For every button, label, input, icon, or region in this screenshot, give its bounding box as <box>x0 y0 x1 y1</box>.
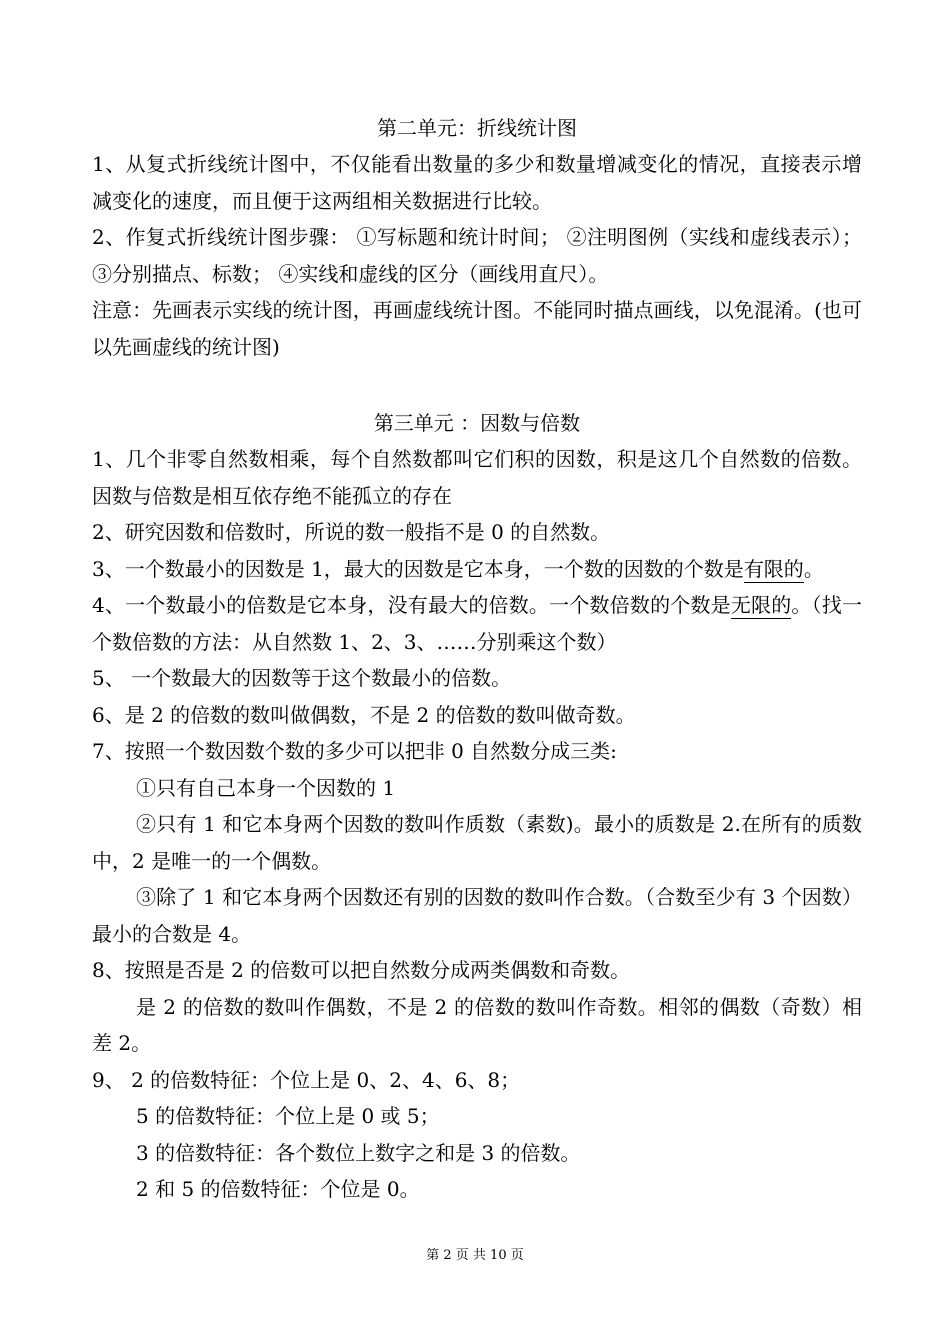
unit2-note: 注意：先画表示实线的统计图，再画虚线统计图。不能同时描点画线，以免混淆。(也可以先画虚线的统计图) <box>92 298 862 359</box>
underlined-term-finite: 有限的 <box>743 556 804 581</box>
unit3-point-3-end: 。 <box>803 556 824 581</box>
document-page <box>92 110 862 1208</box>
unit3-point-7: 7、按照一个数因数个数的多少可以把非 0 自然数分成三类: <box>92 739 617 763</box>
unit3-point-8: 8、按照是否是 2 的倍数可以把自然数分成两类偶数和奇数。 <box>92 958 631 982</box>
unit3-point-8-sub-1: 是 2 的倍数的数叫作偶数，不是 2 的倍数的数叫作奇数。相邻的偶数（奇数）相差 2。 <box>92 994 862 1055</box>
section-spacer <box>92 365 862 405</box>
unit3-point-1: 1、几个非零自然数相乘，每个自然数都叫它们积的因数，积是这几个自然数的倍数。因数与倍数是相互依存绝不能孤立的存在 <box>92 447 862 508</box>
unit3-point-9-sub-1: 5 的倍数特征：个位上是 0 或 5； <box>136 1104 440 1128</box>
unit3-point-9-sub-2: 3 的倍数特征：各个数位上数字之和是 3 的倍数。 <box>136 1140 581 1165</box>
unit3-point-7-sub-3: ③除了 1 和它本身两个因数还有别的因数的数叫作合数。（合数至少有 3 个因数）最小的合数是 4。 <box>92 885 862 946</box>
unit3-point-7-sub-2: ②只有 1 和它本身两个因数的数叫作质数（素数)。最小的质数是 2.在所有的质数中，2 是唯一的一个偶数。 <box>92 812 862 873</box>
unit2-point-2: 2、作复式折线统计图步骤： ①写标题和统计时间； ②注明图例（实线和虚线表示）； ③分别描点、标数； ④实线和虚线的区分（画线用直尺）。 <box>92 225 862 286</box>
unit3-point-4 <box>92 587 862 660</box>
unit3-point-2: 2、研究因数和倍数时，所说的数一般指不是 0 的自然数。 <box>92 520 611 544</box>
underlined-term-infinite: 无限的 <box>730 593 792 617</box>
unit3-point-4-end: 。（找一个数倍数的方法：从自然数 1、2、3、……分别乘这个数） <box>92 593 862 654</box>
page-number-footer: 第 2 页 共 10 页 <box>426 1248 524 1263</box>
unit3-point-3-text: 3、一个数最小的因数是 1，最大的因数是它本身，一个数的因数的个数是 <box>92 556 744 581</box>
unit3-point-7-sub-1: ①只有自己本身一个因数的 1 <box>136 775 396 800</box>
unit3-point-9: 9、 2 的倍数特征：个位上是 0、2、4、6、8； <box>92 1067 521 1092</box>
unit3-point-6: 6、是 2 的倍数的数叫做偶数，不是 2 的倍数的数叫做奇数。 <box>92 702 636 727</box>
unit3-point-9-sub-3: 2 和 5 的倍数特征：个位是 0。 <box>136 1177 420 1201</box>
unit3-title: 第三单元 ：因数与倍数 <box>373 411 581 435</box>
unit2-title: 第二单元：折线统计图 <box>377 116 577 140</box>
unit3-point-4-text: 4、一个数最小的倍数是它本身，没有最大的倍数。一个数倍数的个数是 <box>92 593 731 617</box>
unit3-point-3 <box>92 551 862 588</box>
unit2-point-1: 1、从复式折线统计图中，不仅能看出数量的多少和数量增减变化的情况，直接表示增减变化的速度，而且便于这两组相关数据进行比较。 <box>92 152 862 213</box>
unit3-point-5: 5、 一个数最大的因数等于这个数最小的倍数。 <box>92 666 512 690</box>
